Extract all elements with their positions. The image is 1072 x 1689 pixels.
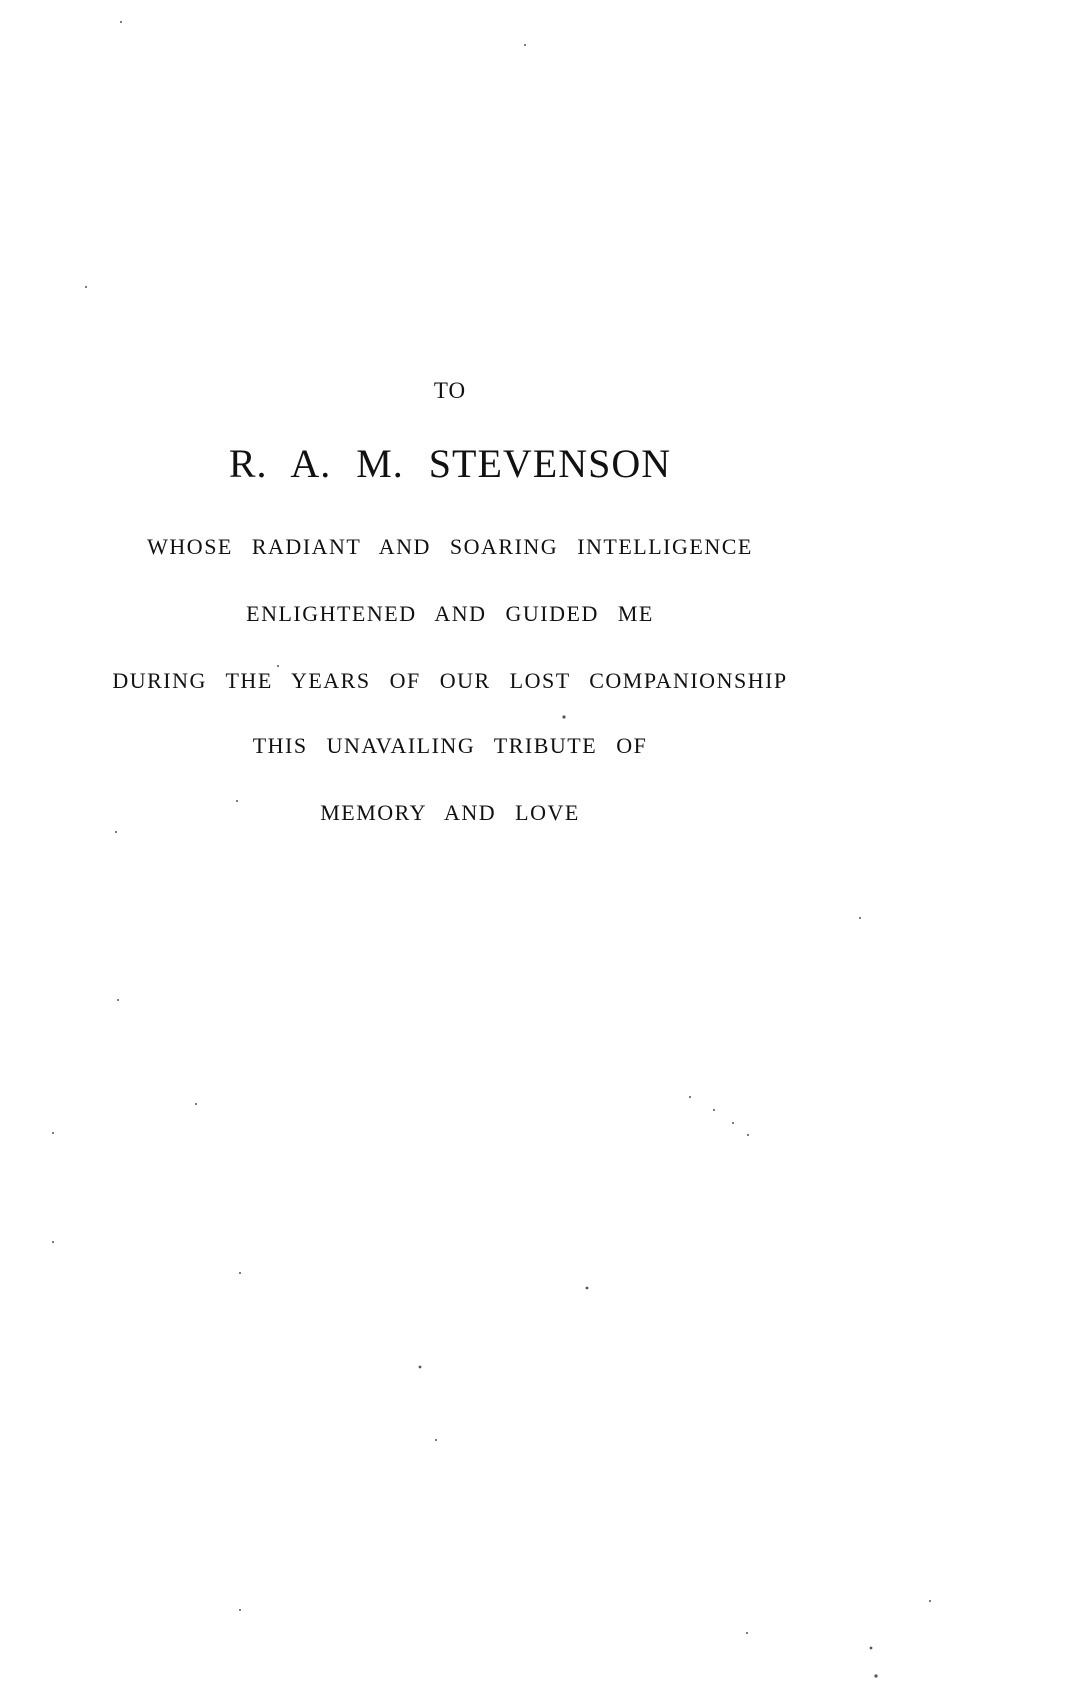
dedication-line: DURING THE YEARS OF OUR LOST COMPANIONSHIP xyxy=(112,668,788,693)
dedication-line: MEMORY AND LOVE xyxy=(320,800,580,825)
dedication-line: WHOSE RADIANT AND SOARING INTELLIGENCE xyxy=(147,534,753,559)
dedication-line: ENLIGHTENED AND GUIDED ME xyxy=(246,601,654,626)
dedicatee-name: R. A. M. STEVENSON xyxy=(228,441,672,486)
dedication-heading: TO xyxy=(433,378,467,403)
dedication-line: THIS UNAVAILING TRIBUTE OF xyxy=(252,733,648,758)
